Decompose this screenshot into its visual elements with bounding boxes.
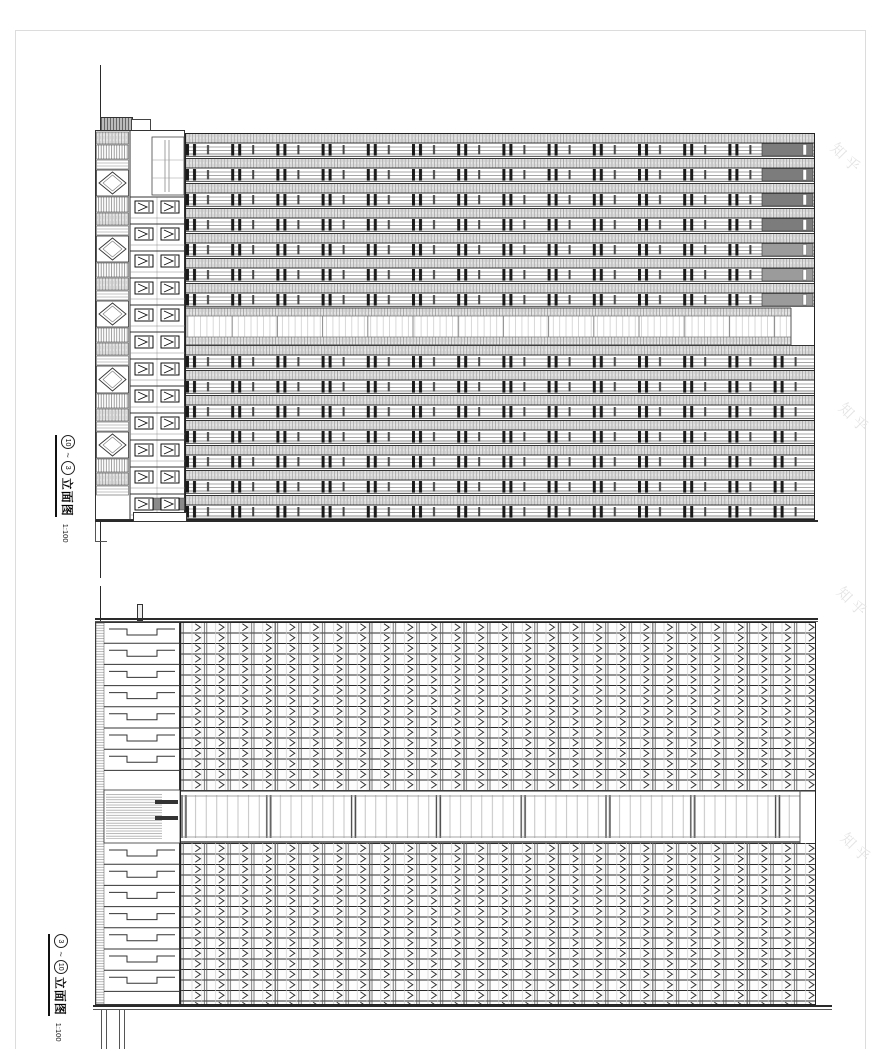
drawing-scale: 1:100 [54, 1022, 64, 1042]
axis-bubble-icon: 10 [61, 435, 75, 449]
ground-line-2 [93, 1009, 832, 1010]
watermark-text: 知乎 [826, 139, 866, 179]
watermark-text: 知乎 [834, 399, 874, 439]
axis-bubble-icon: 3 [54, 934, 68, 948]
basement-column [101, 1010, 107, 1049]
main-facade-grid-bottom [180, 622, 818, 1005]
roof-line [95, 618, 818, 620]
ground-step-v [95, 522, 96, 542]
main-facade-grid-top [185, 133, 818, 520]
elevation-title-text: 立面图 [60, 477, 75, 517]
title-underline-group [56, 435, 77, 516]
watermark-text: 知乎 [832, 583, 872, 623]
title-underline-group [49, 934, 70, 1015]
ground-step-h [95, 541, 107, 542]
base-line-top [95, 520, 818, 522]
axis-bubble-icon: 3 [61, 461, 75, 475]
watermark-text: 知乎 [836, 829, 876, 869]
stair-core-strip [95, 622, 180, 1005]
axis-range-separator: ~ [63, 452, 73, 458]
elevation-title-text: 立面图 [53, 976, 68, 1016]
entry-canopy [133, 512, 187, 522]
elevation-title-top [55, 434, 77, 544]
drawing-scale: 1:100 [61, 523, 71, 543]
axis-bubble-icon: 10 [54, 960, 68, 974]
axis-range-separator: ~ [56, 951, 66, 957]
elevation-title-bottom [48, 933, 70, 1043]
tower-facade-strip [95, 130, 185, 520]
basement-column [119, 1010, 125, 1049]
ground-line [93, 1005, 832, 1007]
